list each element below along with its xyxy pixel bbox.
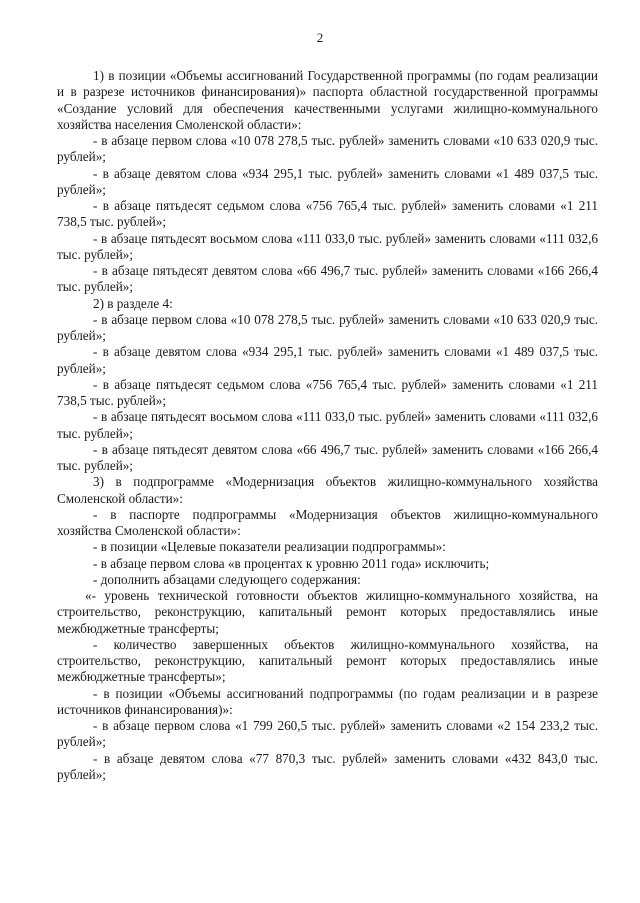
paragraph-subprogram-assignments: - в позиции «Объемы ассигнований подпрограммы (по годам реализации и в разрезе источников финансирования)»: bbox=[57, 685, 598, 717]
paragraph-add-paragraphs: - дополнить абзацами следующего содержания: bbox=[93, 571, 361, 587]
paragraph-completed-objects: - количество завершенных объектов жилищно-коммунального хозяйства, на строительство, реконструкцию, капитальный ремонт которых предоставлялись иные межбюджетные трансферты»; bbox=[57, 636, 598, 685]
paragraph-replace-first: - в абзаце первом слова «10 078 278,5 тыс. рублей» заменить словами «10 633 020,9 тыс. рублей»; bbox=[57, 133, 598, 165]
paragraph-target-indicators: - в позиции «Целевые показатели реализации подпрограммы»: bbox=[93, 539, 446, 555]
document-body bbox=[57, 68, 598, 783]
page-number: 2 bbox=[316, 30, 324, 45]
paragraph-replace-ninth: - в абзаце девятом слова «934 295,1 тыс. рублей» заменить словами «1 489 037,5 тыс. рублей»; bbox=[57, 165, 598, 197]
paragraph-section4-replace-fifty-eighth: - в абзаце пятьдесят восьмом слова «111 033,0 тыс. рублей» заменить словами «111 032,6 тыс. рублей»; bbox=[57, 409, 598, 441]
paragraph-replace-fifty-ninth: - в абзаце пятьдесят девятом слова «66 496,7 тыс. рублей» заменить словами «166 266,4 тыс. рублей»; bbox=[57, 263, 598, 295]
paragraph-section4-replace-first: - в абзаце первом слова «10 078 278,5 тыс. рублей» заменить словами «10 633 020,9 тыс. рублей»; bbox=[57, 311, 598, 343]
paragraph-technical-readiness: «- уровень технической готовности объектов жилищно-коммунального хозяйства, на строительство, реконструкцию, капитальный ремонт которых предоставлялись иные межбюджетные трансферты; bbox=[57, 588, 598, 636]
paragraph-subprogram-replace-first: - в абзаце первом слова «1 799 260,5 тыс. рублей» заменить словами «2 154 233,2 тыс. рублей»; bbox=[57, 718, 598, 750]
paragraph-subprogram-passport: - в паспорте подпрограммы «Модернизация объектов жилищно-коммунального хозяйства Смоленской области»: bbox=[57, 506, 598, 538]
paragraph-subprogram-replace-ninth: - в абзаце девятом слова «77 870,3 тыс. рублей» заменить словами «432 843,0 тыс. рублей»; bbox=[57, 750, 598, 782]
paragraph-replace-fifty-eighth: - в абзаце пятьдесят восьмом слова «111 033,0 тыс. рублей» заменить словами «111 032,6 тыс. рублей»; bbox=[57, 230, 598, 262]
paragraph-section4-replace-fifty-seventh: - в абзаце пятьдесят седьмом слова «756 765,4 тыс. рублей» заменить словами «1 211 738,5 тыс. рублей»; bbox=[57, 376, 598, 408]
paragraph-exclude-words: - в абзаце первом слова «в процентах к уровню 2011 года» исключить; bbox=[93, 555, 490, 571]
paragraph-item-2-section-4: 2) в разделе 4: bbox=[93, 295, 173, 311]
paragraph-item-1-assignments: 1) в позиции «Объемы ассигнований Государственной программы (по годам реализации и в разрезе источников финансирования)» паспорта областной государственной программы «Создание условий для обеспечения качественными услугами жилищно-коммунального хозяйства населения Смоленской области»: bbox=[57, 68, 598, 132]
paragraph-section4-replace-fifty-ninth: - в абзаце пятьдесят девятом слова «66 496,7 тыс. рублей» заменить словами «166 266,4 тыс. рублей»; bbox=[57, 441, 598, 473]
paragraph-section4-replace-ninth: - в абзаце девятом слова «934 295,1 тыс. рублей» заменить словами «1 489 037,5 тыс. рублей»; bbox=[57, 344, 598, 376]
paragraph-item-3-subprogram: 3) в подпрограмме «Модернизация объектов жилищно-коммунального хозяйства Смоленской области»: bbox=[57, 474, 598, 506]
paragraph-replace-fifty-seventh: - в абзаце пятьдесят седьмом слова «756 765,4 тыс. рублей» заменить словами «1 211 738,5 тыс. рублей»; bbox=[57, 198, 598, 230]
